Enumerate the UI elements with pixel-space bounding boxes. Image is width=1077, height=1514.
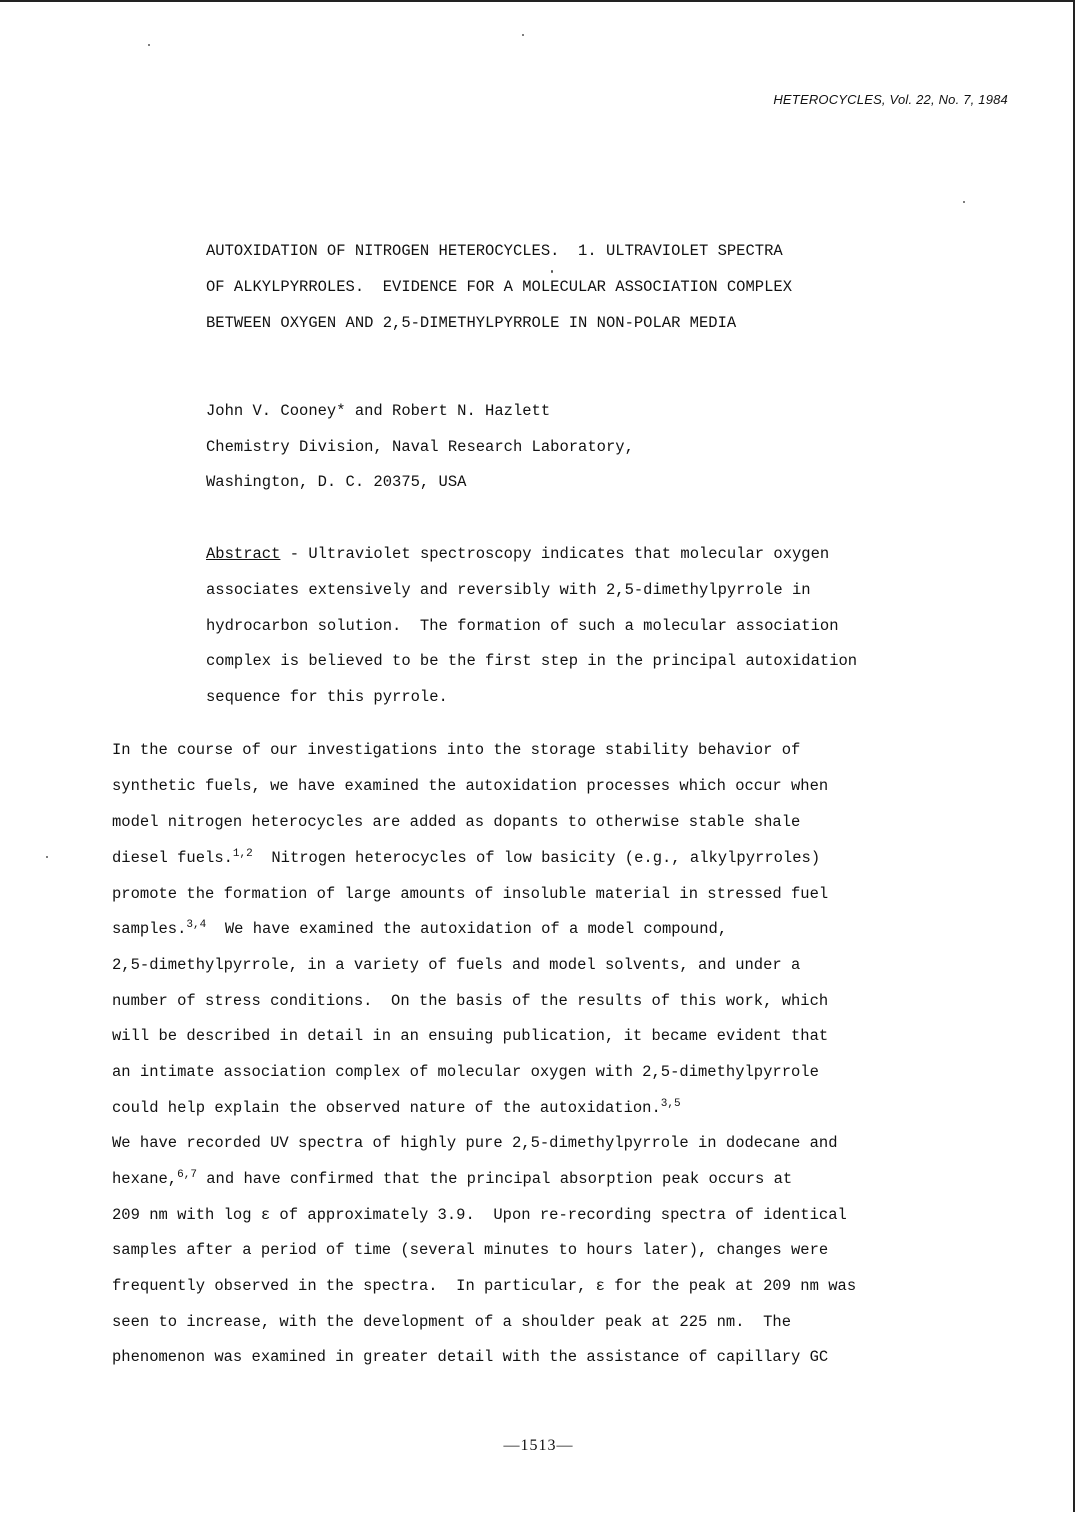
body-text-run: could help explain the observed nature of the autoxidation. (112, 1099, 661, 1117)
scan-speck (46, 856, 48, 858)
body-line: promote the formation of large amounts of insoluble material in stressed fuel (112, 885, 829, 903)
body-line (112, 919, 727, 939)
body-line: samples after a period of time (several minutes to hours later), changes were (112, 1241, 829, 1259)
abstract-line (206, 544, 829, 564)
body-text-run: hexane, (112, 1170, 178, 1188)
body-line: will be described in detail in an ensuing publication, it became evident that (112, 1027, 829, 1045)
body-line: model nitrogen heterocycles are added as dopants to otherwise stable shale (112, 813, 801, 831)
title-line: OF ALKYLPYRROLES. EVIDENCE FOR A MOLECULAR ASSOCIATION COMPLEX (206, 278, 792, 296)
title-line: AUTOXIDATION OF NITROGEN HETEROCYCLES. 1. ULTRAVIOLET SPECTRA (206, 242, 783, 260)
scan-speck (963, 201, 965, 203)
author-names: John V. Cooney* and Robert N. Hazlett (206, 402, 551, 420)
reference-superscript: 3,4 (186, 919, 207, 931)
body-line (112, 1098, 681, 1118)
body-line: frequently observed in the spectra. In particular, ε for the peak at 209 nm was (112, 1277, 857, 1295)
abstract-line: associates extensively and reversibly with 2,5-dimethylpyrrole in (206, 581, 811, 599)
body-text-run: Nitrogen heterocycles of low basicity (e.g., alkylpyrroles) (252, 849, 821, 867)
body-line: synthetic fuels, we have examined the autoxidation processes which occur when (112, 777, 829, 795)
body-text-run: We have examined the autoxidation of a model compound, (206, 920, 728, 938)
body-line: 2,5-dimethylpyrrole, in a variety of fuels and model solvents, and under a (112, 956, 801, 974)
body-line: In the course of our investigations into the storage stability behavior of (112, 741, 801, 759)
abstract-line: complex is believed to be the first step in the principal autoxidation (206, 652, 858, 670)
abstract-line: hydrocarbon solution. The formation of such a molecular association (206, 617, 839, 635)
body-line: phenomenon was examined in greater detail with the assistance of capillary GC (112, 1348, 829, 1366)
reference-superscript: 6,7 (177, 1169, 197, 1181)
body-line (112, 1169, 792, 1189)
journal-header: HETEROCYCLES, Vol. 22, No. 7, 1984 (773, 92, 1008, 107)
author-affiliation: Chemistry Division, Naval Research Laboratory, (206, 438, 634, 456)
abstract-text: - Ultraviolet spectroscopy indicates that molecular oxygen (280, 545, 830, 563)
author-address: Washington, D. C. 20375, USA (206, 473, 467, 491)
page-number: —1513— (503, 1437, 574, 1454)
reference-superscript: 3,5 (660, 1098, 681, 1110)
body-text-run: and have confirmed that the principal absorption peak occurs at (196, 1170, 793, 1188)
abstract-label: Abstract (206, 545, 281, 563)
body-text-run: diesel fuels. (112, 849, 233, 867)
scan-speck (522, 34, 524, 36)
body-line: number of stress conditions. On the basis of the results of this work, which (112, 992, 829, 1010)
body-line: an intimate association complex of molecular oxygen with 2,5-dimethylpyrrole (112, 1063, 819, 1081)
body-line (112, 848, 820, 868)
body-line: We have recorded UV spectra of highly pure 2,5-dimethylpyrrole in dodecane and (112, 1134, 838, 1152)
scan-speck (551, 270, 553, 273)
body-text-run: samples. (112, 920, 187, 938)
scan-speck (148, 44, 150, 46)
title-line: BETWEEN OXYGEN AND 2,5-DIMETHYLPYRROLE IN NON-POLAR MEDIA (206, 314, 737, 332)
abstract-line: sequence for this pyrrole. (206, 688, 448, 706)
reference-superscript: 1,2 (232, 848, 253, 860)
body-line: 209 nm with log ε of approximately 3.9. Upon re-recording spectra of identical (112, 1206, 847, 1224)
body-line: seen to increase, with the development of a shoulder peak at 225 nm. The (112, 1313, 792, 1331)
